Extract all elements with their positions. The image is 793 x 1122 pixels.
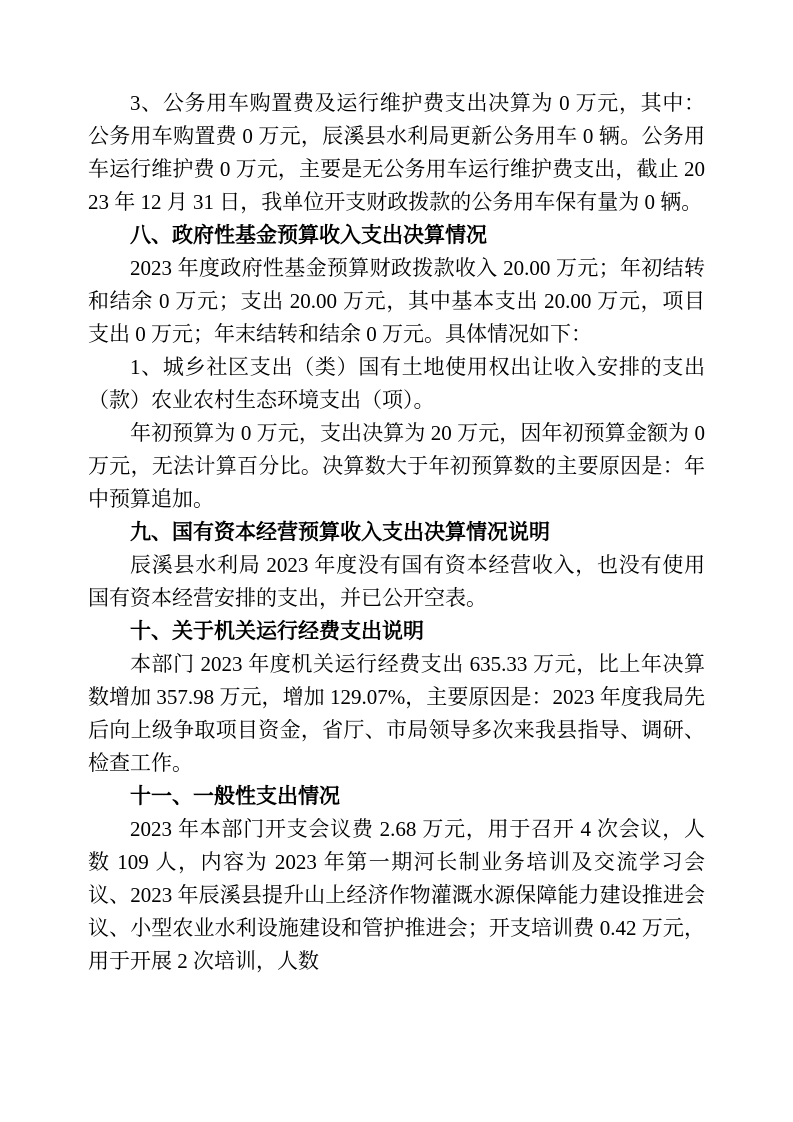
paragraph-government-fund-summary: 2023 年度政府性基金预算财政拨款收入 20.00 万元；年初结转和结余 0 万元；支出 20.00 万元，其中基本支出 20.00 万元，项目支出 0 万元；年末结转和结余 0 万元。具体情况如下： [88, 256, 705, 346]
paragraph-budget-variance-explanation: 年初预算为 0 万元，支出决算为 20 万元，因年初预算金额为 0 万元，无法计算百分比。决算数大于年初预算数的主要原因是：年中预算追加。 [88, 421, 705, 511]
paragraph-state-capital-statement: 辰溪县水利局 2023 年度没有国有资本经营收入，也没有使用国有资本经营安排的支出，并已公开空表。 [88, 553, 705, 610]
heading-section-11-general-expense: 十一、一般性支出情况 [130, 785, 340, 808]
heading-section-10-agency-operating-expense: 十、关于机关运行经费支出说明 [130, 620, 424, 643]
heading-section-9-state-capital-budget: 九、国有资本经营预算收入支出决算情况说明 [130, 521, 550, 544]
paragraph-operating-expense-statement: 本部门 2023 年度机关运行经费支出 635.33 万元，比上年决算数增加 357.98 万元，增加 129.07%，主要原因是：2023 年度我局先后向上级争取项目资金，省厅、市局领导多次来我县指导、调研、检查工作。 [88, 652, 705, 775]
paragraph-urban-rural-community-expense-item: 1、城乡社区支出（类）国有土地使用权出让收入安排的支出（款）农业农村生态环境支出（项）。 [88, 355, 705, 412]
paragraph-general-expense-statement: 2023 年本部门开支会议费 2.68 万元，用于召开 4 次会议，人数 109 人，内容为 2023 年第一期河长制业务培训及交流学习会议、2023 年辰溪县提升山上经济作物灌溉水源保障能力建设推进会议、小型农业水利设施建设和管护推进会；开支培训费 0.42 万元，用于开展 2 次培训，人数 [88, 817, 705, 973]
paragraph-vehicle-expense: 3、公务用车购置费及运行维护费支出决算为 0 万元，其中：公务用车购置费 0 万元，辰溪县水利局更新公务用车 0 辆。公务用车运行维护费 0 万元，主要是无公务用车运行维护费支出，截止 2023 年 12 月 31 日，我单位开支财政拨款的公务用车保有量为 0 辆。 [88, 91, 705, 214]
heading-section-8-government-fund-budget: 八、政府性基金预算收入支出决算情况 [130, 224, 487, 247]
